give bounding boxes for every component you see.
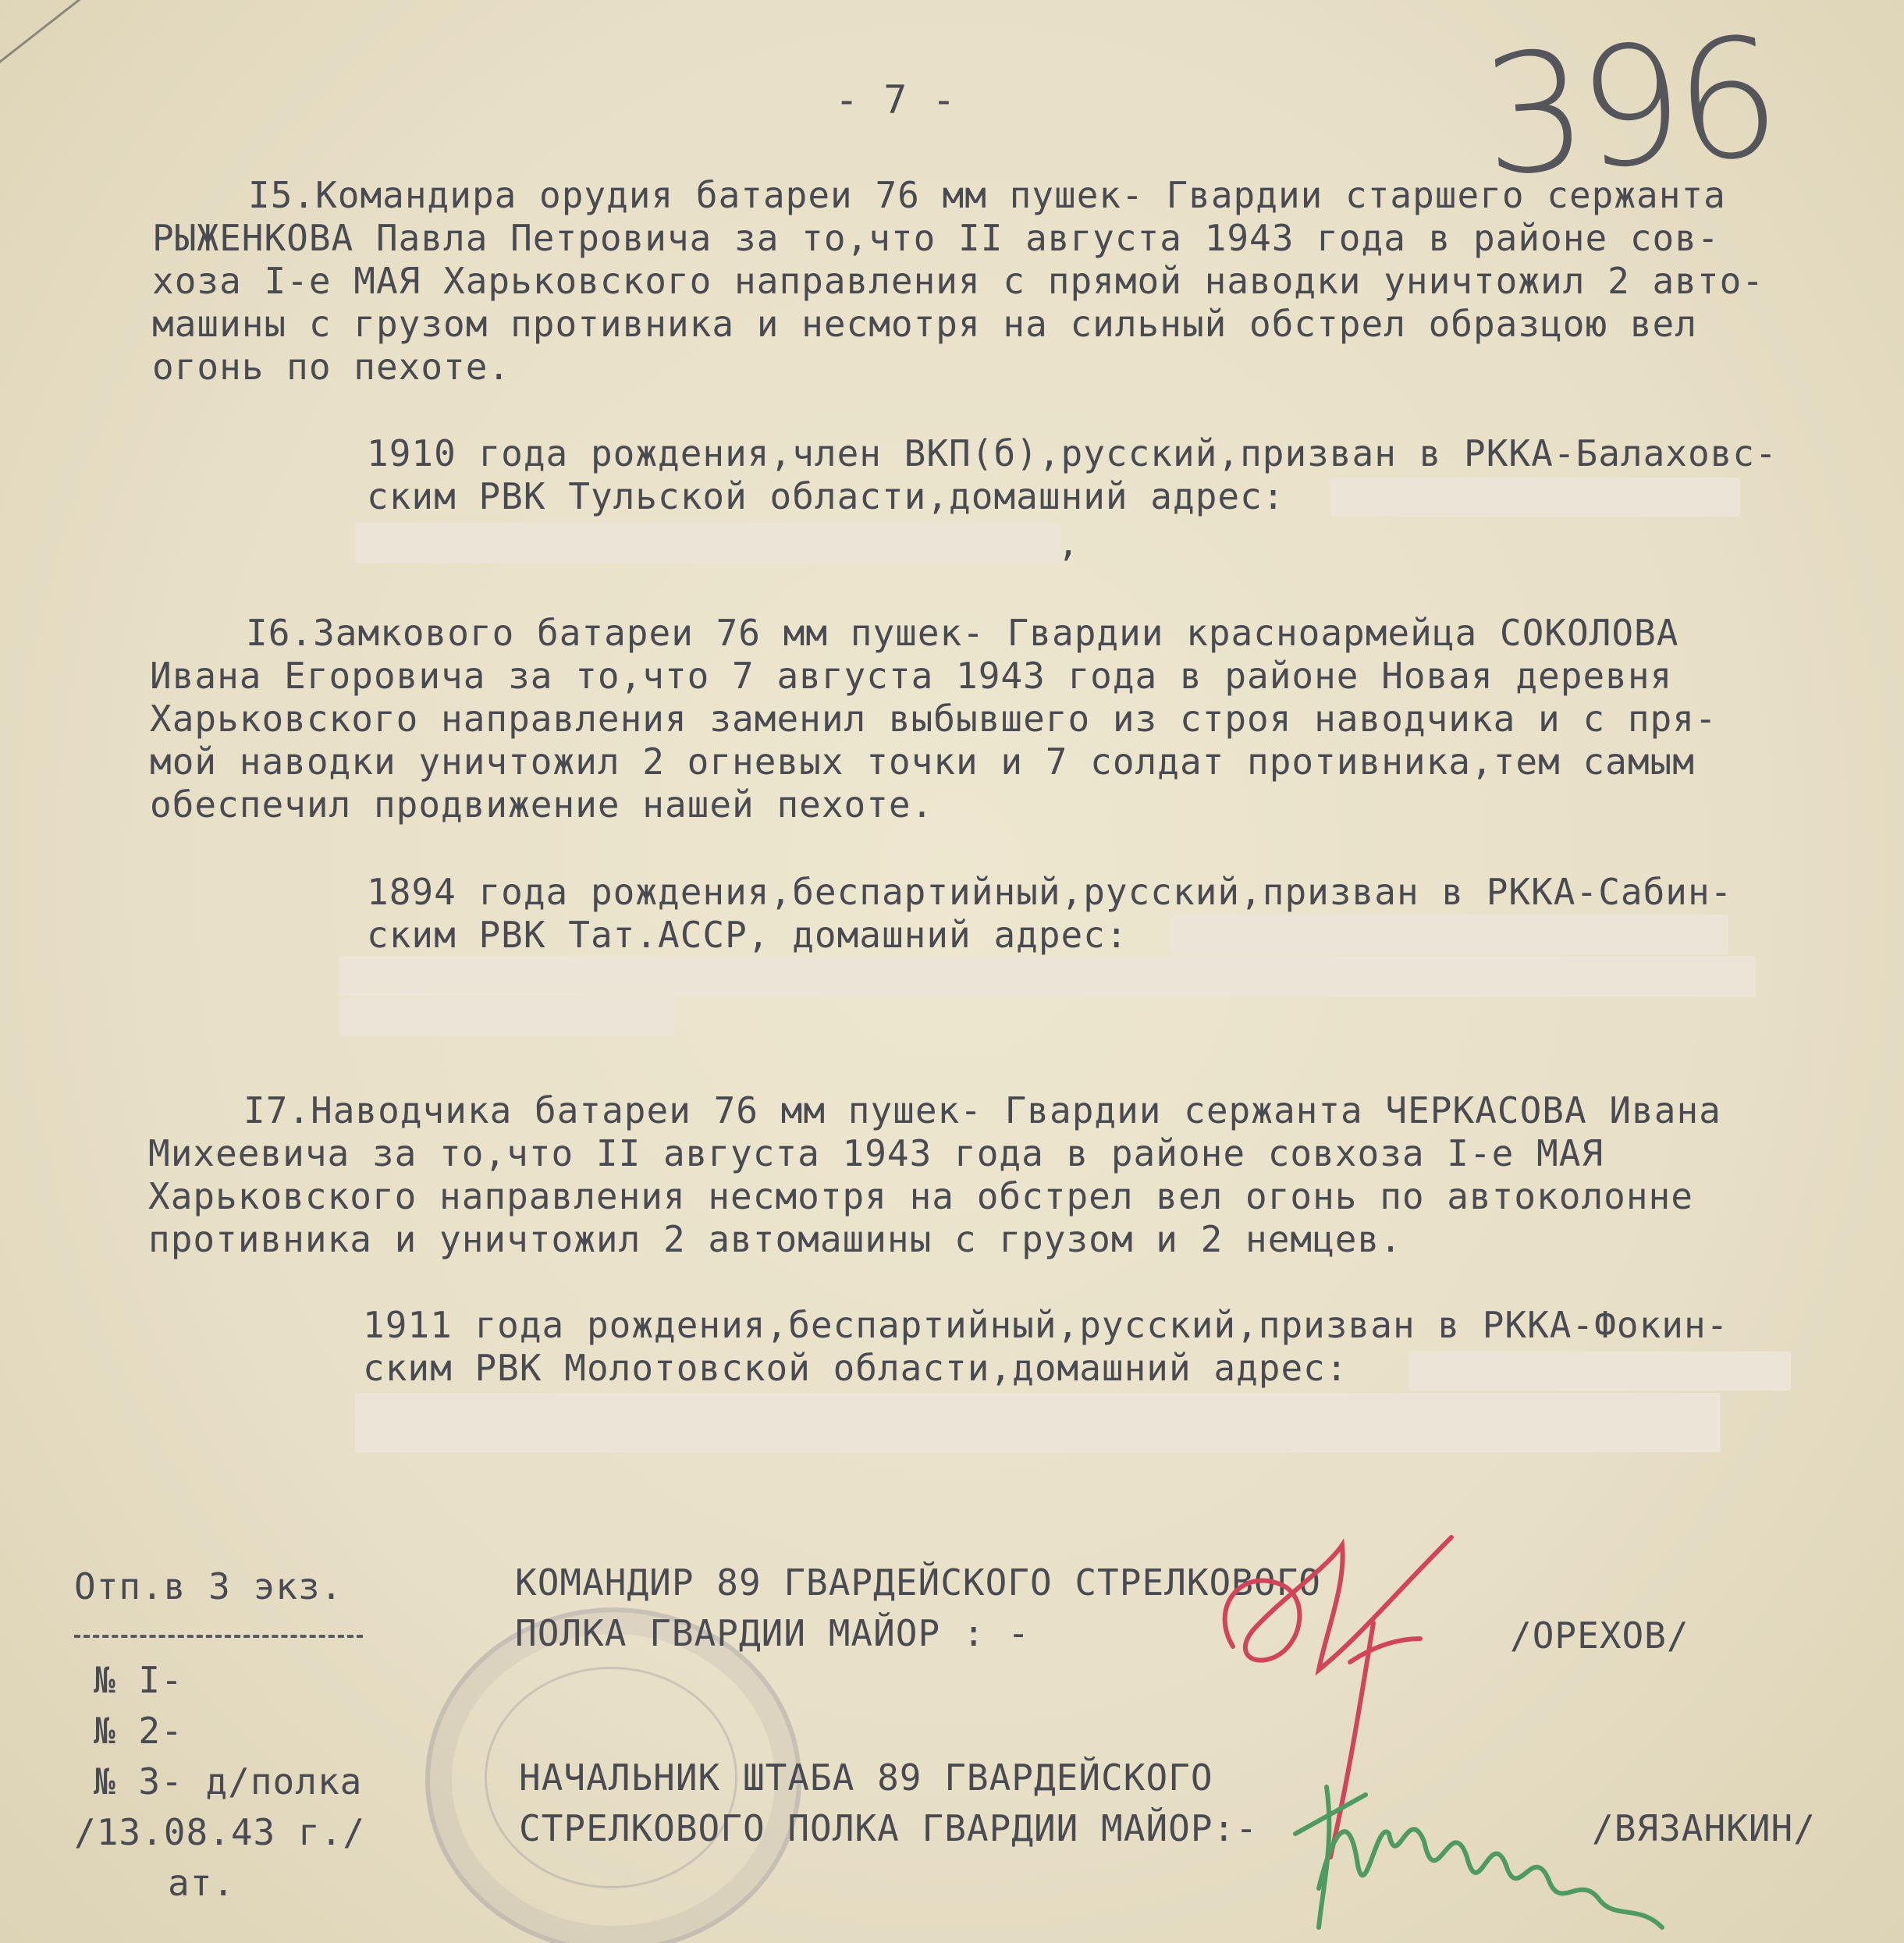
footer-rule [74,1635,363,1638]
entry-15-line-1: I5.Командира орудия батареи 76 мм пушек- Гвардии старшего сержанта [248,174,1726,216]
entry-16-line-3: Харьковского направления заменил выбывшего из строя наводчика и с пря- [150,698,1718,740]
redacted-address-15b [355,523,1061,563]
entry-15-bio-line-2: ским РВК Тульской области,домашний адрес: [367,475,1285,517]
fold-line [0,0,119,115]
chief-signature-green [1280,1748,1670,1943]
entry-16-line-2: Ивана Егоровича за то,что 7 августа 1943 года в районе Новая деревня [150,655,1673,697]
entry-17-line-1: I7.Наводчика батареи 76 мм пушек- Гвардии сержанта ЧЕРКАСОВА Ивана [243,1089,1721,1131]
entry-15-line-4: машины с грузом противника и несмотря на сильный обстрел образцою вел [152,303,1697,345]
entry-16-bio-line-1: 1894 года рождения,беспартийный,русский,призван в РККА-Сабин- [367,871,1733,913]
entry-17-bio-line-1: 1911 года рождения,беспартийный,русский,призван в РККА-Фокин- [363,1304,1729,1346]
chief-title-line-1: НАЧАЛЬНИК ШТАБА 89 ГВАРДЕЙСКОГО [519,1757,1213,1799]
entry-15-line-3: хоза I-е МАЯ Харьковского направления с прямой наводки уничтожил 2 авто- [152,260,1764,302]
entry-15-line-5: огонь по пехоте. [152,346,511,388]
commander-title-line-2: ПОЛКА ГВАРДИИ МАЙОР : - [515,1612,1030,1654]
entry-17-bio-line-2: ским РВК Молотовской области,домашний адрес: [363,1347,1348,1389]
entry-16-line-1: I6.Замкового батареи 76 мм пушек- Гвардии красноармейца СОКОЛОВА [246,612,1679,654]
entry-15-line-2: РЫЖЕНКОВА Павла Петровича за то,что II августа 1943 года в районе сов- [152,217,1720,259]
typist-initials: ат. [168,1862,236,1904]
entry-17-line-4: противника и уничтожил 2 автомашины с грузом и 2 немцев. [148,1218,1402,1260]
redacted-address-17a [1408,1352,1791,1391]
entry-17-line-3: Харьковского направления несмотря на обстрел вел огонь по автоколонне [148,1175,1693,1217]
entry-15-bio-line-3: , [1057,522,1080,564]
distribution-1: № I- [94,1659,183,1701]
redacted-address-17b [355,1393,1721,1452]
entry-16-line-4: мой наводки уничтожил 2 огневых точки и 7 солдат противника,тем самым [150,741,1695,783]
distribution-3: № 3- д/полка [94,1760,363,1803]
page-number: - 7 - [835,77,957,123]
redacted-address-15a [1330,478,1740,517]
commander-title-line-1: КОМАНДИР 89 ГВАРДЕЙСКОГО СТРЕЛКОВОГО [515,1561,1321,1604]
distribution-2: № 2- [94,1710,183,1752]
chief-title-line-2: СТРЕЛКОВОГО ПОЛКА ГВАРДИИ МАЙОР:- [519,1807,1258,1849]
entry-17-line-2: Михеевича за то,что II августа 1943 года в районе совхоза I-е МАЯ [148,1132,1604,1174]
folio-number-handwritten: 396 [1476,2,1778,213]
redacted-address-16a [1170,915,1728,955]
commander-name: /ОРЕХОВ/ [1510,1614,1689,1657]
entry-16-line-5: обеспечил продвижение нашей пехоте. [150,783,934,826]
entry-15-bio-line-1: 1910 года рождения,член ВКП(б),русский,призван в РККА-Балаховс- [367,432,1778,474]
copies-note: Отп.в 3 экз. [74,1565,343,1607]
chief-name: /ВЯЗАНКИН/ [1592,1807,1816,1849]
issue-date: /13.08.43 г./ [74,1811,366,1853]
redacted-address-16c [339,997,675,1036]
redacted-address-16b [339,956,1756,996]
entry-16-bio-line-2: ским РВК Тат.АССР, домашний адрес: [367,914,1128,956]
